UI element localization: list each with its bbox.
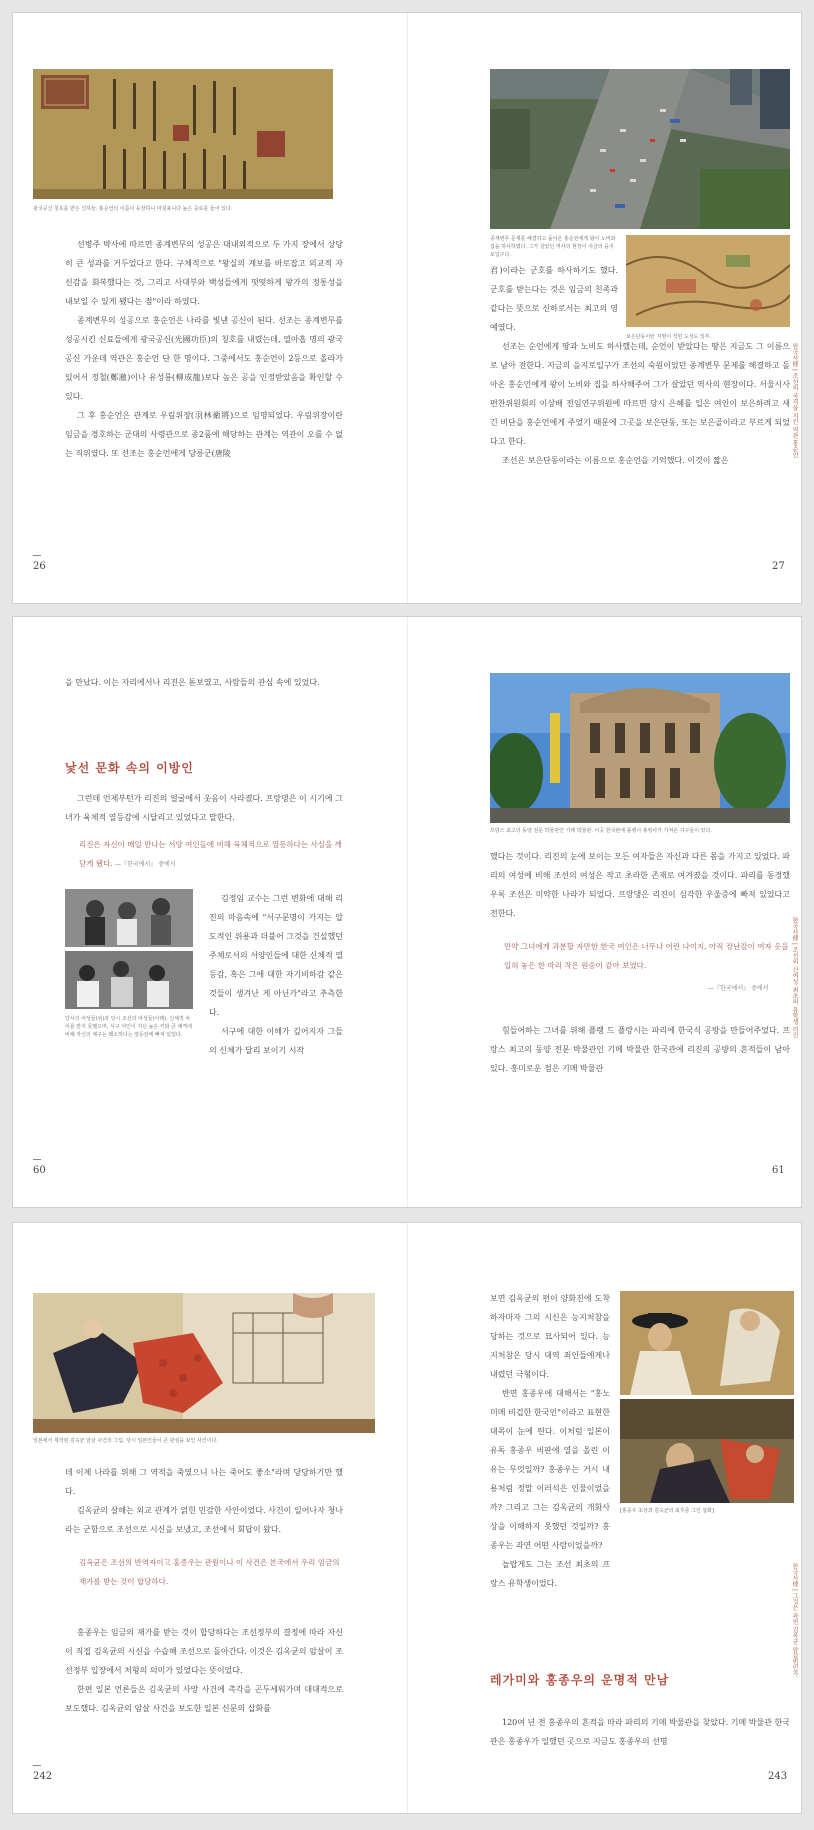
block-quote [504, 937, 790, 975]
map-caption: 보은단동이란 지명이 적힌 도성도 일부. [626, 334, 712, 340]
page-number: 27 [772, 561, 785, 572]
photo-caption: 프랑스 최고의 동양 전문 박물관인 기메 박물관. 이곳 한국관에 플랭시 총영사가 가져온 가구들이 있다. [490, 828, 712, 834]
paragraph: 했다는 것이다. 리진의 눈에 보이는 모든 여자들은 자신과 다른 몸을 가지고 있었다. 파리의 여성에 비해 조선의 여성은 작고 초라한 존재로 여겨졌을 것이다. 파리를 동경했우록 조선은 미약한 나라가 되었다. 프랑댕은 리진이 심각한 우울증에 빠져 있었다고 전한다. [490, 852, 790, 918]
quote-text: 김옥균은 조선의 반역자이고 홍종우는 관원이니 이 사건은 본국에서 우리 임금의 재가를 받는 것이 합당하다. [79, 1558, 340, 1586]
page-number: 243 [768, 1771, 788, 1782]
page-number-rule [33, 555, 41, 556]
paragraph: 김옥균의 살해는 외교 관계가 얽힌 민감한 사안이었다. 사건이 일어나자 청나라는 군함으로 조선으로 시신을 보냈고, 조선에서 회답이 왔다. [65, 1506, 343, 1534]
photo-caption: 당시의 여성들(위)과 당시 조선의 여성들(아래). 신체적 차이를 받지 못했으며, 서구 여인이 지닌 높은 키와 큰 체격에 비해 자신의 체구는 왜소하다는 열등감에 빠져 있었다. [65, 1016, 192, 1038]
photo-caption: [홍종우 초상과 김옥균의 최후를 그린 삽화] [620, 1508, 714, 1514]
body-text [65, 789, 343, 827]
paragraph: 종계변무의 성공으로 홍순언은 나라를 빛낸 공신이 된다. 선조는 종계변무를 성공시킨 신료들에게 광국공신(光國功臣)의 칭호를 내렸는데, 열아홉 명의 광국공신 가운데 역관은 홍순언 단 한 명이다. 그중에서도 홍순언이 2등으로 올라가 있어서 정철(鄭澈)이나 유성룡(柳成龍)보다 높은 공을 인정받았음을 확인할 수 있다. [65, 316, 343, 401]
photo-caption: 종계변무 문제를 해결하고 돌아온 홍순언에게 왕이 노비와 집을 하사하였다. 그가 살았던 역사의 현장이 지금의 을지로입구다. [490, 236, 616, 258]
execution-print-photo [620, 1399, 794, 1503]
page-242 [13, 1223, 408, 1813]
paragraph: 120여 년 전 홍종우의 흔적을 따라 파리의 기메 박물관을 찾았다. 기메 박물관 한국관은 홍종우가 일했던 곳으로 지금도 홍종우의 선명 [490, 1718, 790, 1746]
body-text [65, 1463, 343, 1539]
paragraph: 힘들어하는 그녀를 위해 플랭 드 플랑시는 파리에 한국식 공방을 만들어주었다. 프랑스 최고의 동양 전문 박물관인 기메 박물관 한국관에 리진의 공방의 흔적들이 남아 있다. 흥미로운 점은 기메 박물관 [490, 1026, 790, 1073]
body-text [65, 1623, 343, 1718]
quote-text: 만약 그녀에게 과분할 자만한 한국 여인은 너무나 어린 나이지, 아직 장난감이 여자 옷을 입혀 놓은 한 마리 작은 원숭이 같아 보였다. [504, 942, 789, 970]
historical-photo-pair [65, 889, 193, 1009]
body-text [65, 235, 343, 463]
photo-caption: 광국공신 칭호를 받은 신하들. 홍순언의 이름이 등장하니 마침표니다 높은 공로를 들어 있다. [33, 206, 233, 212]
page-number: 61 [772, 1165, 785, 1176]
paragraph: 김정임 교수는 그런 변화에 대해 리진의 마음속에 "서구문명이 가지는 압도적인 위용과 더불어 그것을 건설했던 주체로서의 서양인들에 대한 신체적 열등감, 혹은 그에 대한 자기비하감 같은 것들이 생겨난 게 아닌가"라고 추측한다. [209, 894, 343, 1017]
page-number-rule [33, 1159, 41, 1160]
page-number-rule [33, 1765, 41, 1766]
block-quote [79, 835, 343, 874]
paragraph: 君)이라는 군호를 하사하기도 했다. 군호를 받는다는 것은 임금의 친족과 같다는 뜻으로 신하로서는 최고의 영예였다. [490, 266, 618, 332]
page-27 [408, 13, 803, 603]
portrait-print-photo [620, 1291, 794, 1395]
page-number: 60 [33, 1165, 46, 1176]
paragraph: 그런데 언제부턴가 리진의 얼굴에서 웃음이 사라졌다. 프랑댕은 이 시기에 그녀가 육체적 열등감에 시달리고 있었다고 말한다. [65, 794, 343, 822]
body-text [490, 1021, 790, 1078]
paragraph: 데 이제 나라를 위해 그 역적을 죽였으니 나는 죽어도 좋소"라며 당당하기만 했다. [65, 1468, 343, 1496]
body-text [209, 889, 343, 1060]
page-number: 26 [33, 561, 46, 572]
woodblock-print-photo [33, 1293, 375, 1433]
book-spread-2 [12, 616, 802, 1208]
paragraph: 반면 홍종우에 대해서는 "홍노미메 비겁한 한국인"이라고 표현한 대목이 눈에 띈다. 이처럼 일본이 유독 홍종우 비판에 열을 올린 이유는 무엇일까? 홍종우는 거시 내용처럼 정말 이러석은 인물이었을까? 그리고 그는 김옥균의 개화사상을 이해하지 못했던 것일까? 홍종우는 과연 어떤 사람이었을까? [490, 1389, 610, 1550]
chapter-side-tab: 한국사傳 | 그것은 과연 김옥균 암살범인가 [791, 1563, 798, 1677]
paragraph: 한편 일본 언론들은 김옥균의 사망 사건에 촉각을 곤두세워가며 대대적으로 보도했다. 김옥균의 암살 사건을 보도한 일본 신문의 삽화를 [65, 1685, 343, 1713]
page-61 [408, 617, 803, 1207]
body-text-narrow [490, 1289, 610, 1593]
city-aerial-photo [490, 69, 790, 229]
quote-text: 리진은 자신이 매일 만나는 서양 여인들에 비해 육체적으로 열등하다는 사실을 깨닫게 됐다. [79, 840, 342, 868]
page-60 [13, 617, 408, 1207]
page-number: 242 [33, 1771, 53, 1782]
quote-source: —『한국에서』 중에서 [115, 861, 176, 868]
paragraph: 선병주 박사에 따르면 종계변무의 성공은 대내외적으로 두 가지 장에서 상당히 큰 성과를 거두었다고 한다. 구체적으로 "왕실의 계보를 바로잡고 외교적 자신감을 회복했다는 것, 그리고 사대부와 백성들에게 떳떳하게 왕가의 정통성을 내보일 수 있게 됐다는 점"이라 하였다. [65, 240, 343, 306]
book-spread-1 [12, 12, 802, 604]
body-text [65, 673, 343, 692]
quote-source: —『한국에서』 중에서 [708, 985, 769, 992]
paragraph: 선조는 순언에게 땅과 노비도 하사했는데, 순언이 받았다는 땅은 지금도 그 이름으로 남아 전한다. 지금의 을지로입구가 조선의 숙원이었던 종계변무 문제를 해결하고 돌아온 홍순언에게 왕이 노비와 집을 하사해주어 그가 살았던 역사의 현장이다. 서울시사편찬위원회의 이상배 전임연구위원에 따르면 당시 은혜를 입은 여인이 보은하려고 새긴 비단을 홍순언에게 주었기 때문에 그곳을 보은단동, 또는 보은골이라고 부르게 되었다고 한다. [490, 342, 790, 446]
body-text [490, 1713, 790, 1751]
photo-caption: 일본에서 제작된 김옥균 암살 사건의 그림. 당시 일본인들이 큰 관심을 보인 사건이다. [33, 1438, 218, 1444]
paragraph: 홍종우는 임금의 재가를 받는 것이 합당하다는 조선정부의 결정에 따라 자신이 직접 김옥균의 시신을 수습해 조선으로 돌아간다. 이것은 김옥균의 암살이 조선정부 입장에서 처형의 의미가 있었다는 뜻이었다. [65, 1628, 343, 1675]
block-quote [79, 1553, 343, 1591]
body-text [490, 261, 790, 470]
page-243 [408, 1223, 803, 1813]
section-heading: 레가미와 홍종우의 운명적 만남 [490, 1673, 670, 1687]
section-heading: 낯선 문화 속의 이방인 [65, 761, 194, 775]
paragraph: 조선은 보은단동이라는 이름으로 홍순언을 기억했다. 이것이 짧은 [502, 456, 729, 465]
chapter-side-tab: 한국사傳 | 조선의 신여성 최초의 유학생 리진 [791, 917, 798, 1039]
paragraph: 을 만났다. 이는 자리에서나 리진은 돋보였고, 사람들의 관심 속에 있었다. [65, 678, 320, 687]
book-spread-3 [12, 1222, 802, 1814]
page-26 [13, 13, 408, 603]
paragraph: 보면 김옥균의 편이 양화진에 도착하자마자 그의 시신은 능지처참을 당하는 것으로 묘사되어 있다. 능지처참은 당시 대역 죄인들에게나 내렸던 극형이다. [490, 1294, 610, 1379]
guimet-museum-photo [490, 673, 790, 823]
paragraph: 놀랍게도 그는 조선 최초의 프랑스 유학생이었다. [490, 1560, 610, 1588]
manuscript-photo [33, 69, 333, 199]
body-text [490, 847, 790, 923]
chapter-side-tab: 한국사傳 | 조선의 국격을 지킨 역관 홍순언 [791, 343, 798, 459]
paragraph: 그 후 홍순언은 관계로 우림위장(羽林衛將)으로 임명되었다. 우림위장이란 임금을 경호하는 군대의 사령관으로 종2품에 해당하는 관계는 역관이 오를 수 없는 직위였다. 또 선조는 홍순언에게 당릉군(唐陵 [65, 411, 343, 458]
paragraph: 서구에 대한 이해가 깊어지자 그들의 신체가 달리 보이기 시작 [209, 1027, 343, 1055]
